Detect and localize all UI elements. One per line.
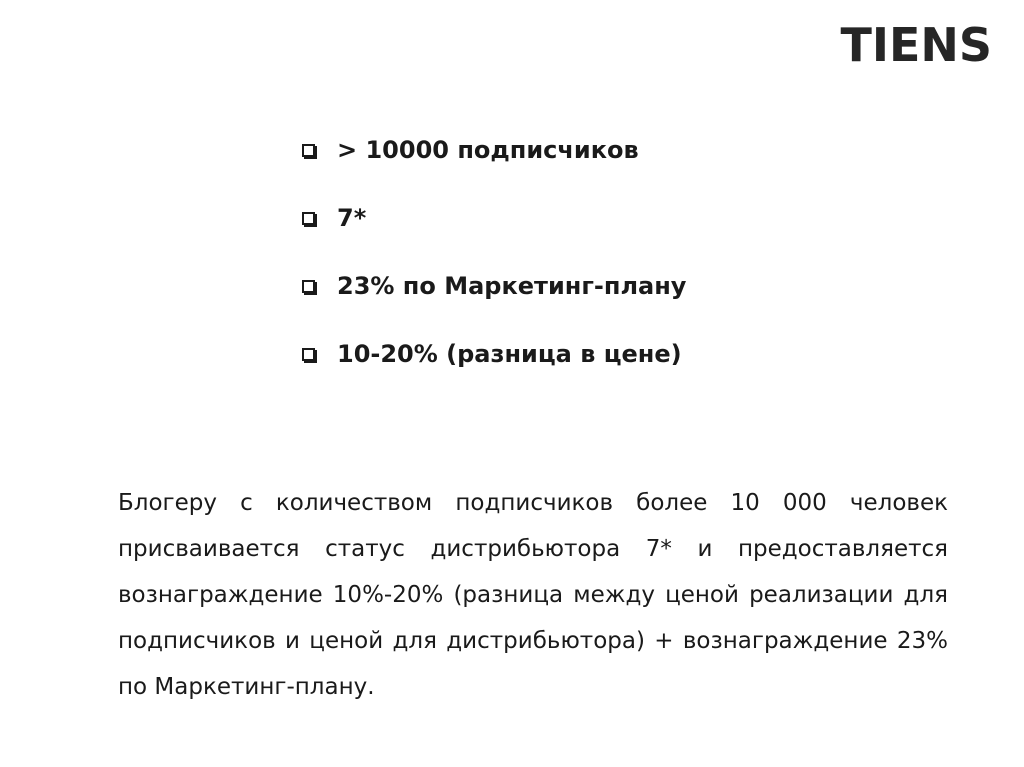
- bullet-text: 7*: [337, 204, 367, 232]
- bullet-item: [298, 196, 686, 240]
- tiens-logo: TIENS: [840, 18, 992, 72]
- bullet-item: [298, 128, 686, 172]
- bullet-item: [298, 332, 686, 376]
- bullet-text: > 10000 подписчиков: [337, 136, 639, 164]
- checkbox-bullet-icon: [302, 280, 315, 293]
- bullet-text: 10-20% (разница в цене): [337, 340, 682, 368]
- description-paragraph: Блогеру с количеством подписчиков более 10 000 человек присваивается статус дистрибьютора 7* и предоставляется вознаграждение 10%-20% (разница между ценой реализации для подписчиков и ценой для дистрибьютора) + вознаграждение 23% по Маркетинг-плану.: [118, 490, 948, 700]
- bullet-text: 23% по Маркетинг-плану: [337, 272, 687, 300]
- bullet-list: [298, 128, 686, 400]
- checkbox-bullet-icon: [302, 348, 315, 361]
- checkbox-bullet-icon: [302, 144, 315, 157]
- checkbox-bullet-icon: [302, 212, 315, 225]
- bullet-item: [298, 264, 686, 308]
